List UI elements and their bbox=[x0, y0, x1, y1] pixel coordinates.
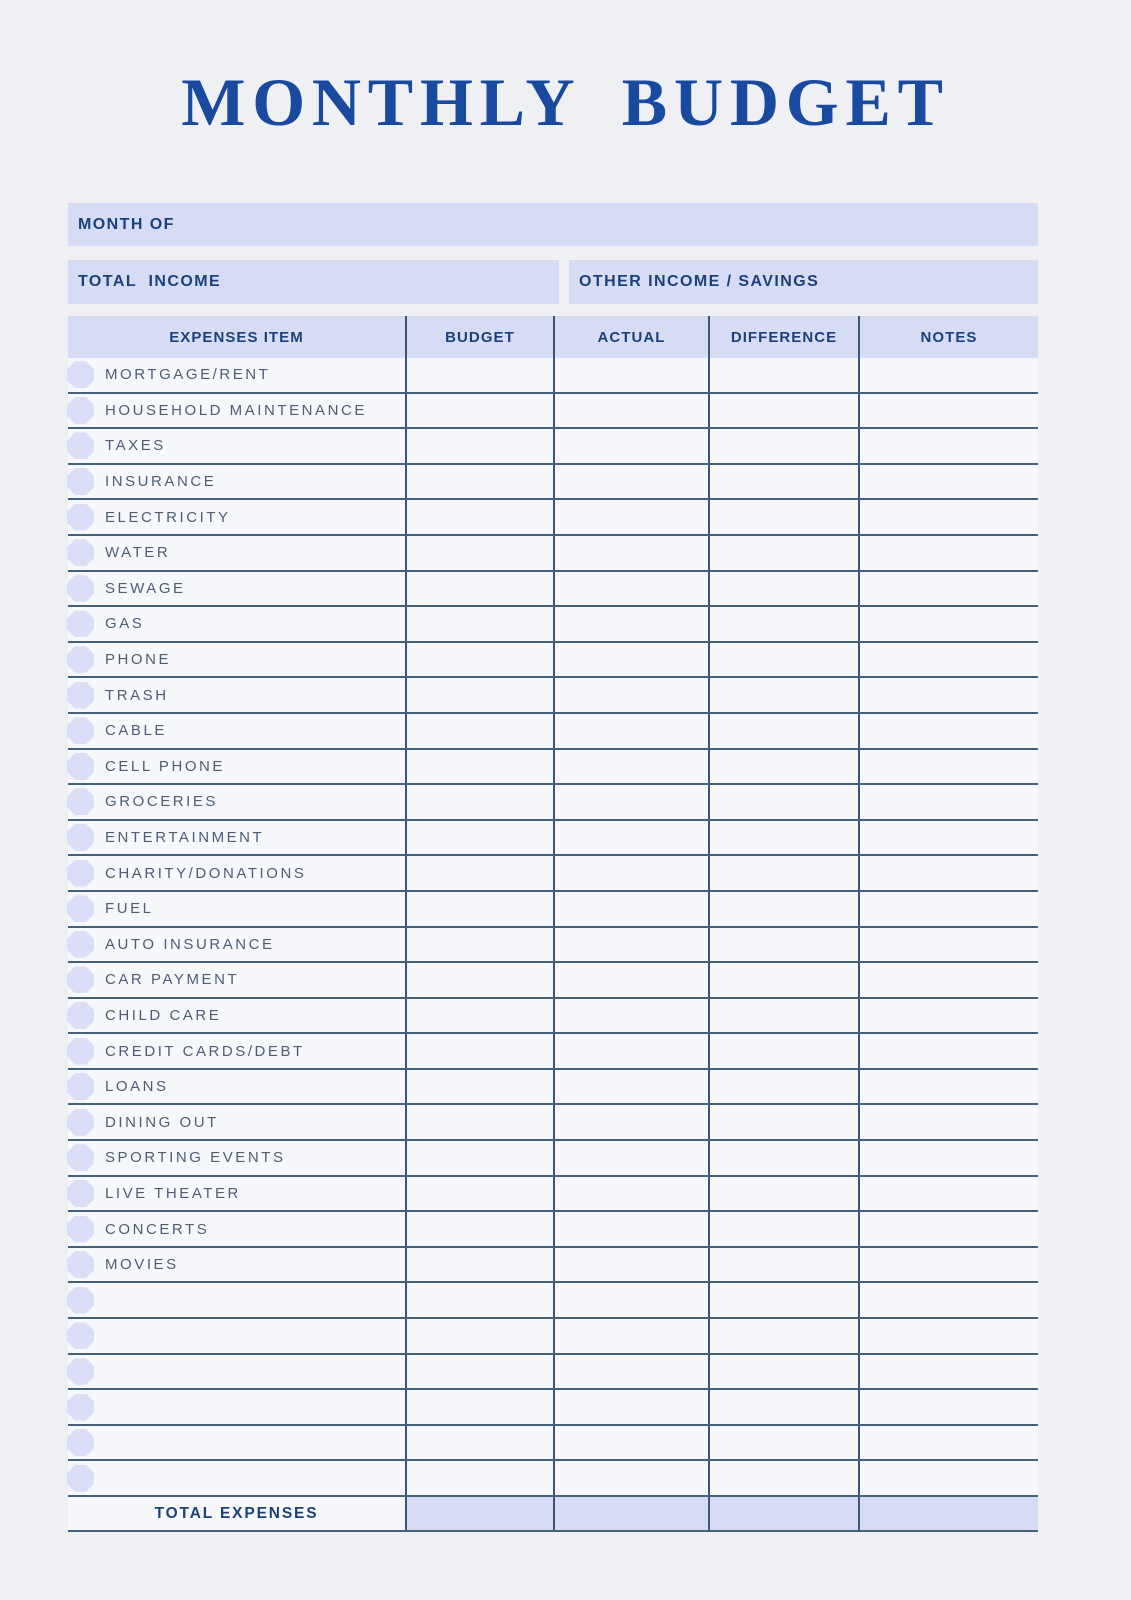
octagon-bullet-icon bbox=[67, 717, 94, 744]
expense-item-cell bbox=[68, 1319, 405, 1353]
total-budget-cell[interactable] bbox=[405, 1497, 553, 1530]
expense-item-cell bbox=[68, 928, 405, 962]
difference-cell[interactable] bbox=[708, 1283, 858, 1317]
expense-item-cell bbox=[68, 643, 405, 677]
budget-cell[interactable] bbox=[405, 1177, 553, 1211]
expense-item-label: PHONE bbox=[105, 651, 172, 669]
table-row bbox=[68, 1141, 1038, 1177]
budget-cell[interactable] bbox=[405, 1461, 553, 1495]
expense-item-label: TRASH bbox=[105, 686, 169, 704]
budget-cell[interactable] bbox=[405, 1034, 553, 1068]
actual-cell[interactable] bbox=[553, 963, 708, 997]
octagon-bullet-icon bbox=[67, 788, 94, 815]
table-row bbox=[68, 678, 1038, 714]
expense-item-label: MORTGAGE/RENT bbox=[105, 366, 271, 384]
difference-cell[interactable] bbox=[708, 750, 858, 784]
expense-item-cell bbox=[68, 750, 405, 784]
budget-cell[interactable] bbox=[405, 536, 553, 570]
octagon-bullet-icon bbox=[67, 397, 94, 424]
total-income-field[interactable] bbox=[68, 260, 559, 304]
octagon-bullet-icon bbox=[67, 1322, 94, 1349]
notes-cell[interactable] bbox=[858, 1141, 1038, 1175]
actual-cell[interactable] bbox=[553, 500, 708, 534]
table-row bbox=[68, 572, 1038, 608]
expense-item-label: INSURANCE bbox=[105, 473, 217, 491]
actual-cell[interactable] bbox=[553, 1212, 708, 1246]
notes-cell[interactable] bbox=[858, 1283, 1038, 1317]
table-row bbox=[68, 963, 1038, 999]
expense-item-cell bbox=[68, 465, 405, 499]
budget-cell[interactable] bbox=[405, 607, 553, 641]
expense-item-cell bbox=[68, 678, 405, 712]
budget-cell[interactable] bbox=[405, 892, 553, 926]
budget-cell[interactable] bbox=[405, 1426, 553, 1460]
header-budget: BUDGET bbox=[405, 316, 553, 358]
expense-item-label: FUEL bbox=[105, 900, 154, 918]
table-row bbox=[68, 750, 1038, 786]
month-of-field[interactable] bbox=[68, 203, 1038, 246]
budget-cell[interactable] bbox=[405, 963, 553, 997]
actual-cell[interactable] bbox=[553, 1141, 708, 1175]
expense-item-label: CAR PAYMENT bbox=[105, 971, 240, 989]
difference-cell[interactable] bbox=[708, 643, 858, 677]
octagon-bullet-icon bbox=[67, 1251, 94, 1278]
actual-cell[interactable] bbox=[553, 856, 708, 890]
expense-item-cell bbox=[68, 821, 405, 855]
table-row bbox=[68, 1105, 1038, 1141]
octagon-bullet-icon bbox=[67, 1216, 94, 1243]
budget-cell[interactable] bbox=[405, 1390, 553, 1424]
expense-item-label: ELECTRICITY bbox=[105, 508, 231, 526]
other-income-savings-field[interactable] bbox=[569, 260, 1038, 304]
notes-cell[interactable] bbox=[858, 1355, 1038, 1389]
table-row bbox=[68, 1426, 1038, 1462]
table-row bbox=[68, 1355, 1038, 1391]
total-income-label: TOTAL INCOME bbox=[78, 273, 222, 290]
expense-item-cell bbox=[68, 394, 405, 428]
actual-cell[interactable] bbox=[553, 750, 708, 784]
notes-cell[interactable] bbox=[858, 394, 1038, 428]
difference-cell[interactable] bbox=[708, 856, 858, 890]
octagon-bullet-icon bbox=[67, 682, 94, 709]
budget-cell[interactable] bbox=[405, 1212, 553, 1246]
actual-cell[interactable] bbox=[553, 1248, 708, 1282]
difference-cell[interactable] bbox=[708, 1034, 858, 1068]
total-actual-cell[interactable] bbox=[553, 1497, 708, 1530]
notes-cell[interactable] bbox=[858, 963, 1038, 997]
difference-cell[interactable] bbox=[708, 500, 858, 534]
table-body bbox=[68, 358, 1038, 1497]
expense-item-label: LIVE THEATER bbox=[105, 1184, 241, 1202]
actual-cell[interactable] bbox=[553, 678, 708, 712]
notes-cell[interactable] bbox=[858, 429, 1038, 463]
budget-cell[interactable] bbox=[405, 643, 553, 677]
budget-cell[interactable] bbox=[405, 1070, 553, 1104]
budget-cell[interactable] bbox=[405, 465, 553, 499]
notes-cell[interactable] bbox=[858, 1177, 1038, 1211]
notes-cell[interactable] bbox=[858, 1070, 1038, 1104]
actual-cell[interactable] bbox=[553, 1070, 708, 1104]
octagon-bullet-icon bbox=[67, 895, 94, 922]
table-row bbox=[68, 1319, 1038, 1355]
expense-item-label: GAS bbox=[105, 615, 145, 633]
octagon-bullet-icon bbox=[67, 646, 94, 673]
expense-item-label: AUTO INSURANCE bbox=[105, 935, 275, 953]
notes-cell[interactable] bbox=[858, 1319, 1038, 1353]
table-row bbox=[68, 999, 1038, 1035]
notes-cell[interactable] bbox=[858, 750, 1038, 784]
budget-cell[interactable] bbox=[405, 500, 553, 534]
table-row bbox=[68, 1461, 1038, 1497]
expense-item-cell bbox=[68, 1461, 405, 1495]
actual-cell[interactable] bbox=[553, 714, 708, 748]
expense-item-label: CELL PHONE bbox=[105, 757, 225, 775]
difference-cell[interactable] bbox=[708, 999, 858, 1033]
expense-item-cell bbox=[68, 963, 405, 997]
table-row bbox=[68, 785, 1038, 821]
table-row bbox=[68, 536, 1038, 572]
octagon-bullet-icon bbox=[67, 361, 94, 388]
table-row bbox=[68, 465, 1038, 501]
table-row bbox=[68, 607, 1038, 643]
actual-cell[interactable] bbox=[553, 1283, 708, 1317]
difference-cell[interactable] bbox=[708, 1461, 858, 1495]
total-expenses-row bbox=[68, 1497, 1038, 1532]
difference-cell[interactable] bbox=[708, 1212, 858, 1246]
notes-cell[interactable] bbox=[858, 358, 1038, 392]
actual-cell[interactable] bbox=[553, 1034, 708, 1068]
notes-cell[interactable] bbox=[858, 536, 1038, 570]
octagon-bullet-icon bbox=[67, 1073, 94, 1100]
actual-cell[interactable] bbox=[553, 928, 708, 962]
notes-cell[interactable] bbox=[858, 785, 1038, 819]
expense-item-label: ENTERTAINMENT bbox=[105, 829, 265, 847]
octagon-bullet-icon bbox=[67, 610, 94, 637]
difference-cell[interactable] bbox=[708, 358, 858, 392]
header-difference: DIFFERENCE bbox=[708, 316, 858, 358]
income-row bbox=[68, 260, 1038, 304]
expense-item-cell bbox=[68, 714, 405, 748]
actual-cell[interactable] bbox=[553, 572, 708, 606]
notes-cell[interactable] bbox=[858, 892, 1038, 926]
budget-cell[interactable] bbox=[405, 856, 553, 890]
expense-item-cell bbox=[68, 1390, 405, 1424]
budget-cell[interactable] bbox=[405, 1248, 553, 1282]
expense-item-label: CREDIT CARDS/DEBT bbox=[105, 1042, 305, 1060]
expense-item-cell bbox=[68, 1070, 405, 1104]
difference-cell[interactable] bbox=[708, 1070, 858, 1104]
table-row bbox=[68, 1212, 1038, 1248]
notes-cell[interactable] bbox=[858, 572, 1038, 606]
budget-cell[interactable] bbox=[405, 1283, 553, 1317]
difference-cell[interactable] bbox=[708, 714, 858, 748]
expense-item-cell bbox=[68, 892, 405, 926]
budget-cell[interactable] bbox=[405, 928, 553, 962]
budget-cell[interactable] bbox=[405, 785, 553, 819]
expense-item-cell bbox=[68, 536, 405, 570]
notes-cell[interactable] bbox=[858, 643, 1038, 677]
budget-cell[interactable] bbox=[405, 821, 553, 855]
budget-cell[interactable] bbox=[405, 1141, 553, 1175]
table-row bbox=[68, 643, 1038, 679]
difference-cell[interactable] bbox=[708, 607, 858, 641]
month-of-label: MONTH OF bbox=[78, 215, 175, 233]
difference-cell[interactable] bbox=[708, 465, 858, 499]
expense-item-label: GROCERIES bbox=[105, 793, 218, 811]
notes-cell[interactable] bbox=[858, 500, 1038, 534]
header-expenses-item: EXPENSES ITEM bbox=[169, 328, 304, 346]
expense-item-cell bbox=[68, 1141, 405, 1175]
actual-cell[interactable] bbox=[553, 892, 708, 926]
total-expenses-label: TOTAL EXPENSES bbox=[154, 1504, 319, 1522]
octagon-bullet-icon bbox=[67, 1109, 94, 1136]
actual-cell[interactable] bbox=[553, 999, 708, 1033]
difference-cell[interactable] bbox=[708, 1105, 858, 1139]
difference-cell[interactable] bbox=[708, 429, 858, 463]
table-row bbox=[68, 358, 1038, 394]
difference-cell[interactable] bbox=[708, 394, 858, 428]
expense-item-cell bbox=[68, 1426, 405, 1460]
expense-item-cell bbox=[68, 1212, 405, 1246]
actual-cell[interactable] bbox=[553, 1355, 708, 1389]
expense-item-label: CONCERTS bbox=[105, 1220, 210, 1238]
table-row bbox=[68, 714, 1038, 750]
difference-cell[interactable] bbox=[708, 678, 858, 712]
octagon-bullet-icon bbox=[67, 1002, 94, 1029]
difference-cell[interactable] bbox=[708, 572, 858, 606]
total-notes-cell[interactable] bbox=[858, 1497, 1038, 1530]
expense-item-cell bbox=[68, 1355, 405, 1389]
notes-cell[interactable] bbox=[858, 1212, 1038, 1246]
table-row bbox=[68, 500, 1038, 536]
octagon-bullet-icon bbox=[67, 860, 94, 887]
expense-item-label: TAXES bbox=[105, 437, 166, 455]
table-row bbox=[68, 429, 1038, 465]
actual-cell[interactable] bbox=[553, 1105, 708, 1139]
octagon-bullet-icon bbox=[67, 504, 94, 531]
table-row bbox=[68, 394, 1038, 430]
octagon-bullet-icon bbox=[67, 1287, 94, 1314]
octagon-bullet-icon bbox=[67, 539, 94, 566]
notes-cell[interactable] bbox=[858, 678, 1038, 712]
notes-cell[interactable] bbox=[858, 1390, 1038, 1424]
budget-cell[interactable] bbox=[405, 714, 553, 748]
table-row bbox=[68, 821, 1038, 857]
expense-item-cell bbox=[68, 429, 405, 463]
expense-item-label: LOANS bbox=[105, 1078, 169, 1096]
actual-cell[interactable] bbox=[553, 1177, 708, 1211]
header-actual: ACTUAL bbox=[553, 316, 708, 358]
difference-cell[interactable] bbox=[708, 1390, 858, 1424]
table-row bbox=[68, 1390, 1038, 1426]
octagon-bullet-icon bbox=[67, 966, 94, 993]
octagon-bullet-icon bbox=[67, 432, 94, 459]
difference-cell[interactable] bbox=[708, 928, 858, 962]
budget-cell[interactable] bbox=[405, 358, 553, 392]
expense-item-cell bbox=[68, 500, 405, 534]
expense-item-cell bbox=[68, 999, 405, 1033]
difference-cell[interactable] bbox=[708, 1141, 858, 1175]
table-row bbox=[68, 1248, 1038, 1284]
octagon-bullet-icon bbox=[67, 1394, 94, 1421]
expense-item-label: HOUSEHOLD MAINTENANCE bbox=[105, 401, 367, 419]
difference-cell[interactable] bbox=[708, 1248, 858, 1282]
expense-item-cell bbox=[68, 1105, 405, 1139]
expense-item-cell bbox=[68, 1248, 405, 1282]
expense-item-cell bbox=[68, 856, 405, 890]
expense-item-label: CHARITY/DONATIONS bbox=[105, 864, 307, 882]
page-content bbox=[68, 203, 1038, 1532]
actual-cell[interactable] bbox=[553, 465, 708, 499]
notes-cell[interactable] bbox=[858, 465, 1038, 499]
notes-cell[interactable] bbox=[858, 928, 1038, 962]
expenses-table bbox=[68, 316, 1038, 1532]
octagon-bullet-icon bbox=[67, 1180, 94, 1207]
actual-cell[interactable] bbox=[553, 1319, 708, 1353]
expense-item-cell bbox=[68, 607, 405, 641]
expense-item-label: MOVIES bbox=[105, 1256, 179, 1274]
difference-cell[interactable] bbox=[708, 892, 858, 926]
octagon-bullet-icon bbox=[67, 468, 94, 495]
octagon-bullet-icon bbox=[67, 1358, 94, 1385]
budget-cell[interactable] bbox=[405, 394, 553, 428]
total-difference-cell[interactable] bbox=[708, 1497, 858, 1530]
budget-cell[interactable] bbox=[405, 429, 553, 463]
budget-cell[interactable] bbox=[405, 572, 553, 606]
budget-cell[interactable] bbox=[405, 999, 553, 1033]
actual-cell[interactable] bbox=[553, 1426, 708, 1460]
table-header-row bbox=[68, 316, 1038, 358]
expense-item-label: SEWAGE bbox=[105, 579, 186, 597]
octagon-bullet-icon bbox=[67, 753, 94, 780]
expense-item-label: WATER bbox=[105, 544, 171, 562]
octagon-bullet-icon bbox=[67, 824, 94, 851]
actual-cell[interactable] bbox=[553, 821, 708, 855]
difference-cell[interactable] bbox=[708, 1426, 858, 1460]
actual-cell[interactable] bbox=[553, 536, 708, 570]
expense-item-cell bbox=[68, 1283, 405, 1317]
expense-item-cell bbox=[68, 1177, 405, 1211]
expense-item-cell bbox=[68, 785, 405, 819]
other-income-savings-label: OTHER INCOME / SAVINGS bbox=[579, 273, 820, 290]
expense-item-label: CHILD CARE bbox=[105, 1006, 222, 1024]
actual-cell[interactable] bbox=[553, 358, 708, 392]
octagon-bullet-icon bbox=[67, 1429, 94, 1456]
budget-cell[interactable] bbox=[405, 1355, 553, 1389]
octagon-bullet-icon bbox=[67, 1465, 94, 1492]
notes-cell[interactable] bbox=[858, 1105, 1038, 1139]
expense-item-cell bbox=[68, 1034, 405, 1068]
table-row bbox=[68, 856, 1038, 892]
notes-cell[interactable] bbox=[858, 821, 1038, 855]
difference-cell[interactable] bbox=[708, 1319, 858, 1353]
actual-cell[interactable] bbox=[553, 1390, 708, 1424]
expense-item-label: DINING OUT bbox=[105, 1113, 219, 1131]
budget-cell[interactable] bbox=[405, 1319, 553, 1353]
header-notes: NOTES bbox=[858, 316, 1038, 358]
octagon-bullet-icon bbox=[67, 1144, 94, 1171]
expense-item-label: CABLE bbox=[105, 722, 167, 740]
notes-cell[interactable] bbox=[858, 999, 1038, 1033]
octagon-bullet-icon bbox=[67, 931, 94, 958]
notes-cell[interactable] bbox=[858, 1426, 1038, 1460]
budget-cell[interactable] bbox=[405, 678, 553, 712]
expense-item-cell bbox=[68, 572, 405, 606]
difference-cell[interactable] bbox=[708, 536, 858, 570]
budget-cell[interactable] bbox=[405, 1105, 553, 1139]
notes-cell[interactable] bbox=[858, 714, 1038, 748]
expense-item-label: SPORTING EVENTS bbox=[105, 1149, 286, 1167]
difference-cell[interactable] bbox=[708, 963, 858, 997]
octagon-bullet-icon bbox=[67, 1038, 94, 1065]
actual-cell[interactable] bbox=[553, 785, 708, 819]
table-row bbox=[68, 1070, 1038, 1106]
table-row bbox=[68, 928, 1038, 964]
table-row bbox=[68, 1283, 1038, 1319]
notes-cell[interactable] bbox=[858, 1248, 1038, 1282]
difference-cell[interactable] bbox=[708, 1355, 858, 1389]
notes-cell[interactable] bbox=[858, 607, 1038, 641]
actual-cell[interactable] bbox=[553, 394, 708, 428]
difference-cell[interactable] bbox=[708, 821, 858, 855]
actual-cell[interactable] bbox=[553, 607, 708, 641]
notes-cell[interactable] bbox=[858, 1034, 1038, 1068]
notes-cell[interactable] bbox=[858, 1461, 1038, 1495]
expense-item-cell bbox=[68, 358, 405, 392]
budget-cell[interactable] bbox=[405, 750, 553, 784]
actual-cell[interactable] bbox=[553, 429, 708, 463]
table-row bbox=[68, 1034, 1038, 1070]
notes-cell[interactable] bbox=[858, 856, 1038, 890]
difference-cell[interactable] bbox=[708, 1177, 858, 1211]
actual-cell[interactable] bbox=[553, 643, 708, 677]
actual-cell[interactable] bbox=[553, 1461, 708, 1495]
table-row bbox=[68, 892, 1038, 928]
page-title: MONTHLY BUDGET bbox=[181, 64, 950, 140]
octagon-bullet-icon bbox=[67, 575, 94, 602]
table-row bbox=[68, 1177, 1038, 1213]
difference-cell[interactable] bbox=[708, 785, 858, 819]
